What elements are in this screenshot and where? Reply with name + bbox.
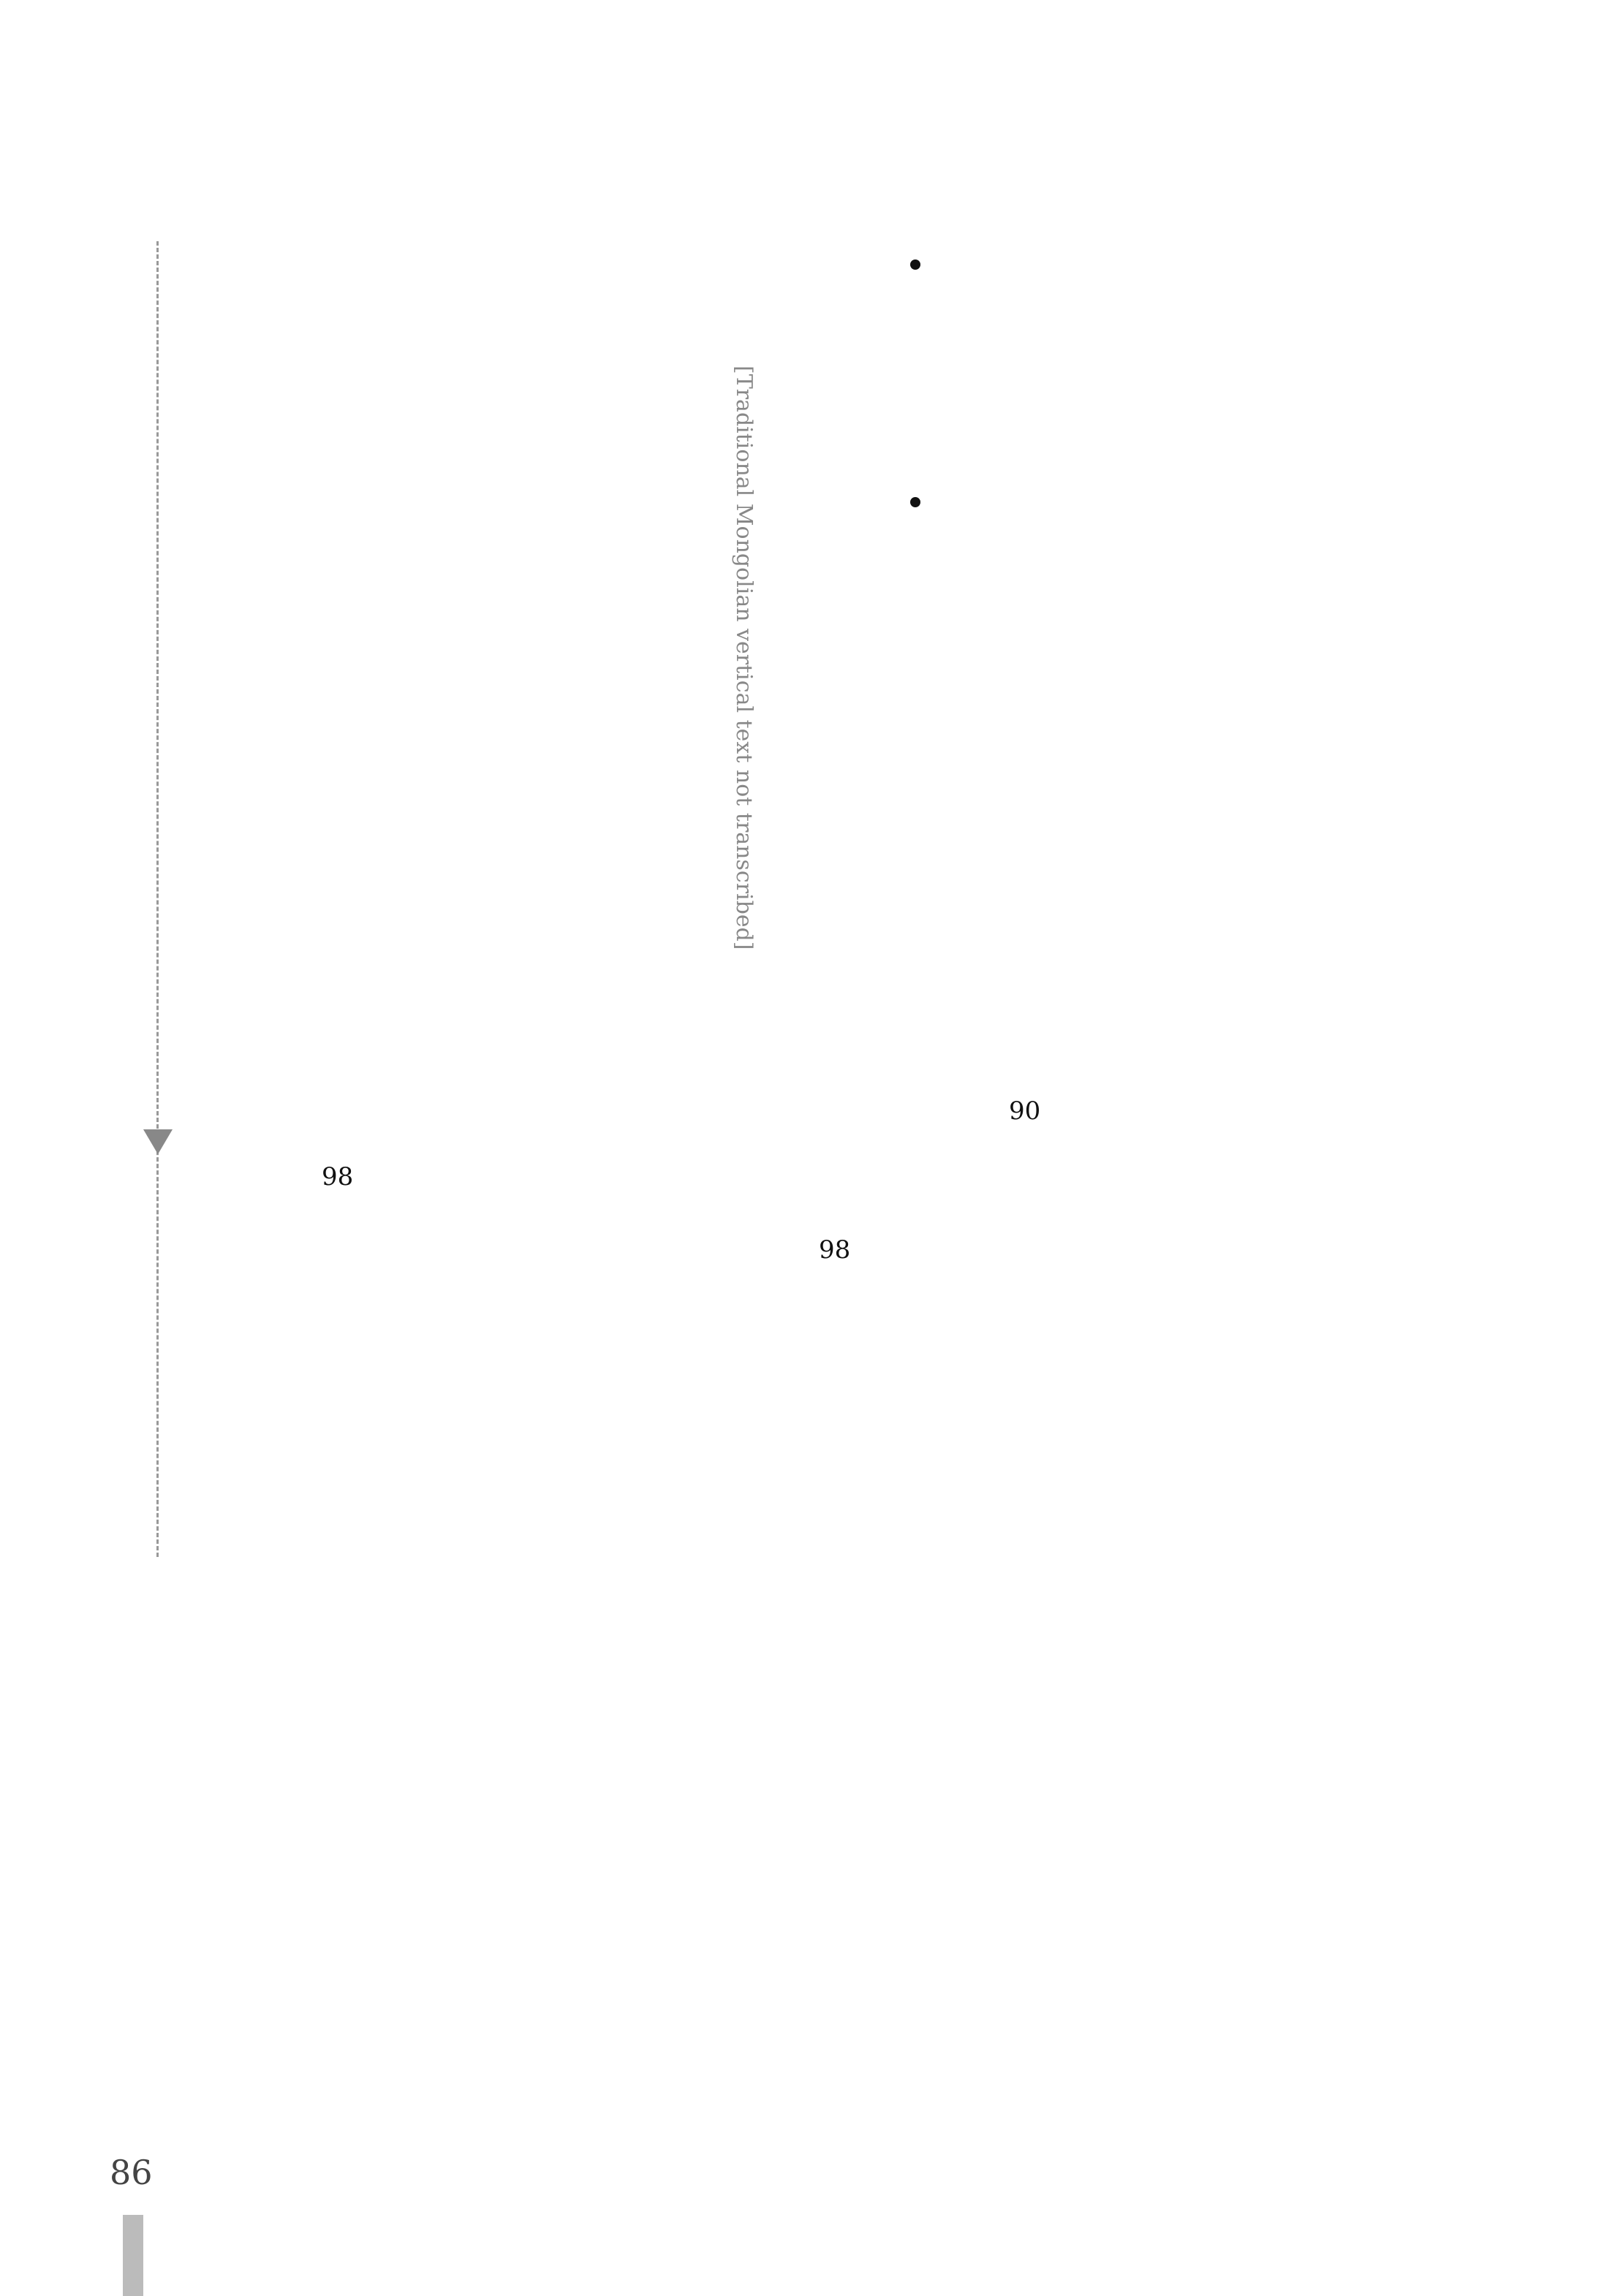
- page-edge-bar: [123, 2215, 143, 2296]
- numeral-2: 90: [1009, 1096, 1041, 1126]
- page-number: 86: [110, 2153, 153, 2192]
- body-text-placeholder: [Traditional Mongolian vertical text not transcribed]: [731, 365, 757, 950]
- header-arrow-icon: [143, 1129, 173, 1154]
- bullet-top: [910, 259, 920, 270]
- bullet-bottom: [910, 497, 920, 507]
- header-dashed-line: [156, 241, 159, 1557]
- numeral-1: 98: [819, 1235, 851, 1265]
- numeral-3: 98: [322, 1162, 354, 1191]
